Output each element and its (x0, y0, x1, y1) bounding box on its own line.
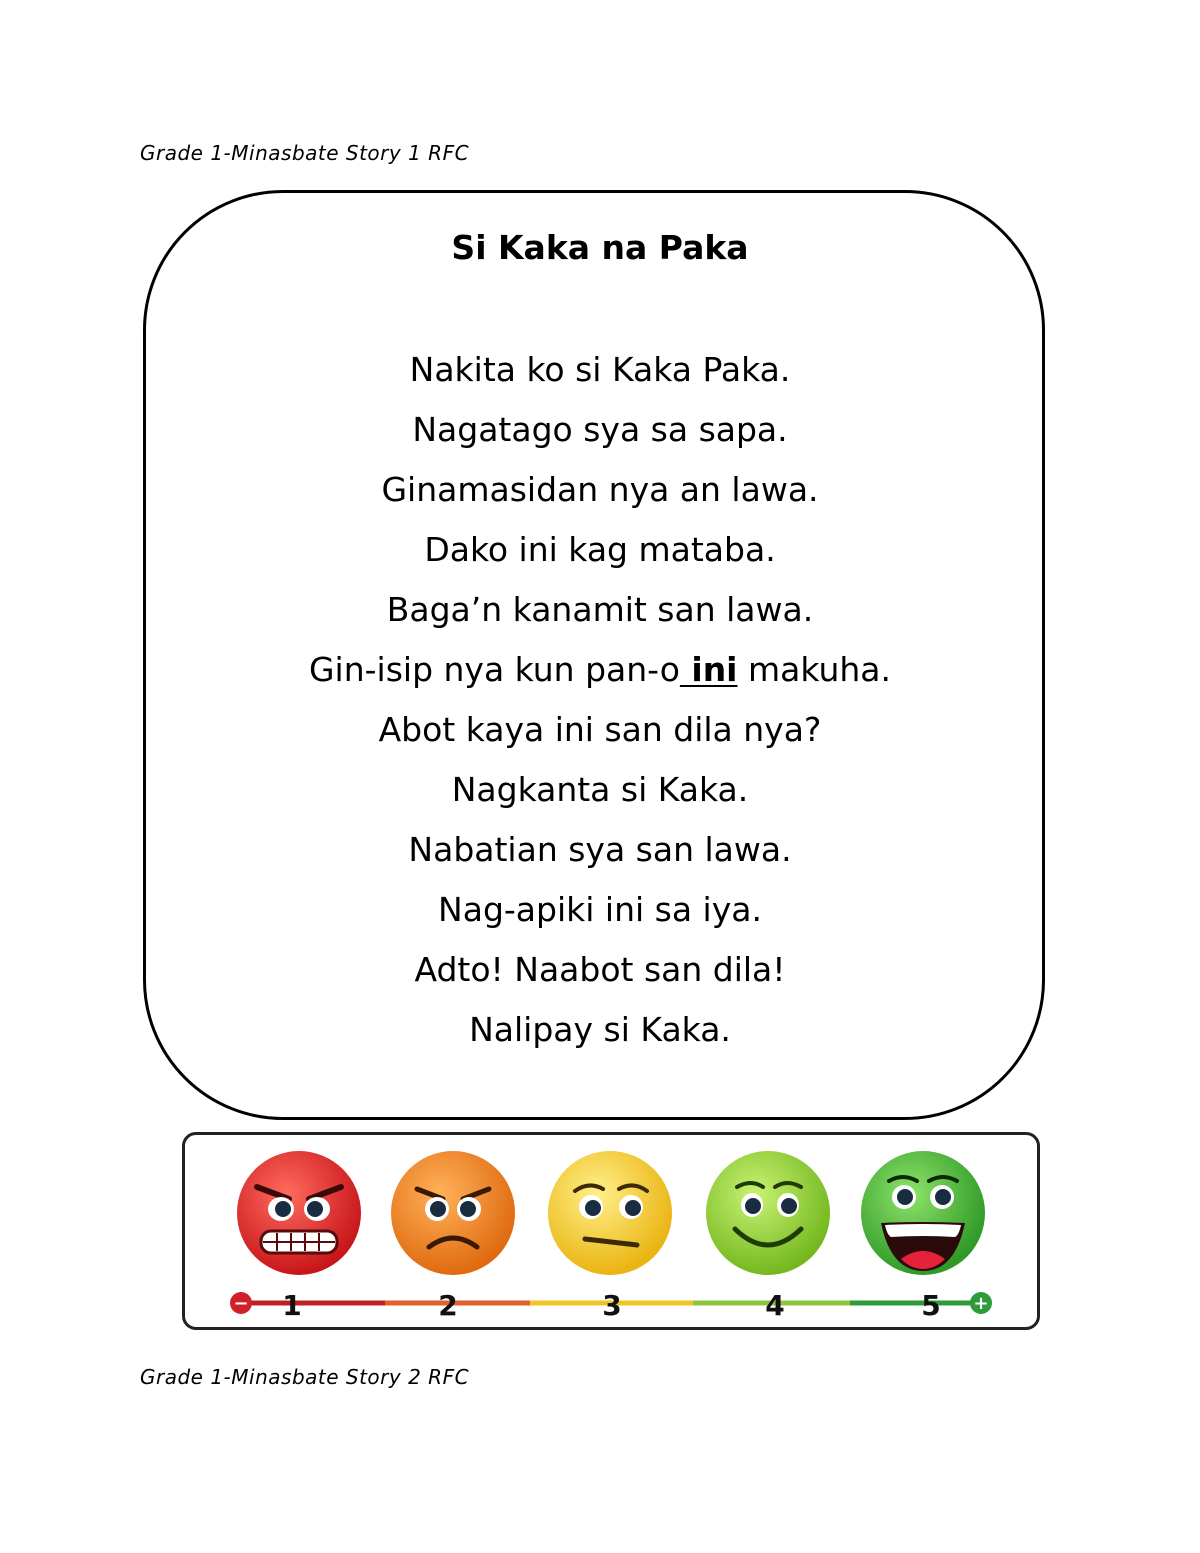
story-line: Nakita ko si Kaka Paka. (409, 350, 791, 389)
story-line: Nabatian sya san lawa. (408, 830, 792, 869)
story-line: Nalipay si Kaka. (469, 1010, 731, 1049)
underlined-word: ini (679, 650, 738, 689)
scale-number-3: 3 (602, 1289, 622, 1322)
story-line: Ginamasidan nya an lawa. (381, 470, 819, 509)
scale-number-5: 5 (921, 1289, 941, 1322)
scale-number-1: 1 (282, 1289, 302, 1322)
story-line: Nag-apiki ini sa iya. (438, 890, 762, 929)
laughing-face-icon (861, 1151, 985, 1275)
story-line: Adto! Naabot san dila! (414, 950, 786, 989)
scale-number-2: 2 (438, 1289, 458, 1322)
frowning-face-icon (391, 1151, 515, 1275)
neutral-face-icon (548, 1151, 672, 1275)
plus-symbol: + (973, 1293, 989, 1314)
smiling-face-icon (706, 1151, 830, 1275)
plus-icon (970, 1292, 992, 1314)
story-line: Abot kaya ini san dila nya? (378, 710, 822, 749)
story-caption: Grade 1-Minasbate Story 1 RFC (140, 141, 470, 165)
angry-face-icon (237, 1151, 361, 1275)
story-title: Si Kaka na Paka (451, 228, 749, 267)
story-line: Nagkanta si Kaka. (451, 770, 749, 809)
minus-icon (230, 1292, 252, 1314)
story-line-before: Gin-isip nya kun pan-o (308, 650, 680, 689)
story-line (0, 640, 1200, 700)
story-line: Baga’n kanamit san lawa. (386, 590, 814, 629)
story-line: Nagatago sya sa sapa. (412, 410, 788, 449)
rating-scale (182, 1132, 1040, 1330)
scale-number-4: 4 (765, 1289, 785, 1322)
story-line: Dako ini kag mataba. (424, 530, 776, 569)
story-text (0, 340, 1200, 1060)
rating-scale-graphic (185, 1135, 1043, 1333)
next-story-caption: Grade 1-Minasbate Story 2 RFC (140, 1365, 470, 1389)
story-line-after: makuha. (737, 650, 891, 689)
minus-symbol: − (233, 1293, 249, 1314)
